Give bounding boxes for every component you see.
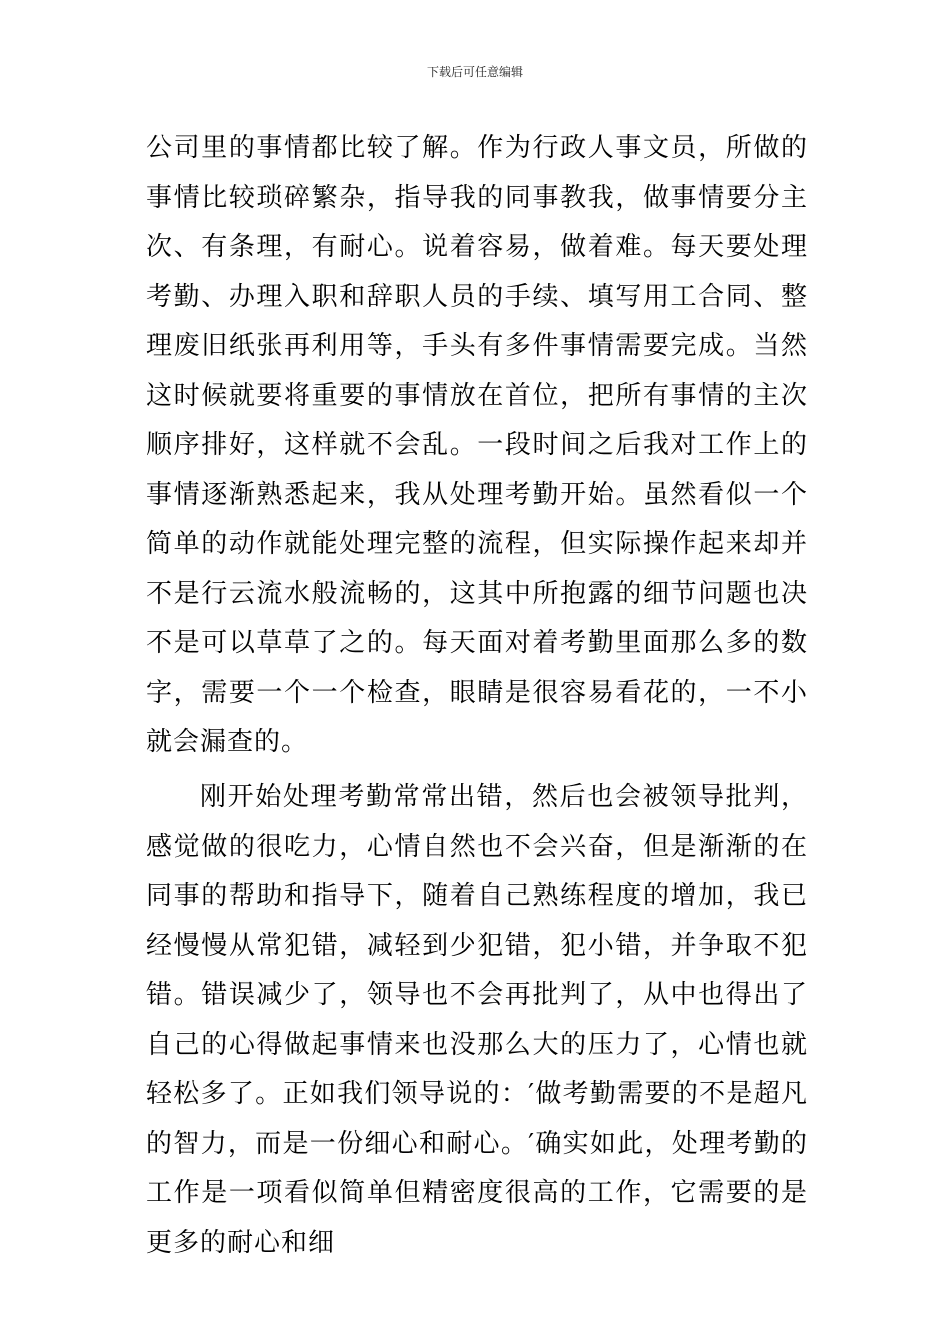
page-header: 下载后可任意编辑 xyxy=(426,65,523,79)
paragraph-1: 公司里的事情都比较了解。作为行政人事文员，所做的事情比较琐碎繁杂，指导我的同事教我，做事情要分主次、有条理，有耐心。说着容易，做着难。每天要处理考勤、办理入职和辞职人员的手续、填写用工合同、整理废旧纸张再利用等，手头有多件事情需要完成。当然这时候就要将重要的事情放在首位，把所有事情的主次顺序排好，这样就不会乱。一段时间之后我对工作上的事情逐渐熟悉起来，我从处理考勤开始。虽然看似一个简单的动作就能处理完整的流程，但实际操作起来却并不是行云流水般流畅的，这其中所抱露的细节问题也决不是可以草草了之的。每天面对着考勤里面那么多的数字，需要一个一个检查，眼睛是很容易看花的，一不小就会漏查的。 xyxy=(146,133,808,757)
paragraph-2: 刚开始处理考勤常常出错，然后也会被领导批判，感觉做的很吃力，心情自然也不会兴奋，但是渐渐的在同事的帮助和指导下，随着自己熟练程度的增加，我已经慢慢从常犯错，减轻到少犯错，犯小错，并争取不犯错。错误减少了，领导也不会再批判了，从中也得出了自己的心得做起事情来也没那么大的压力了，心情也就轻松多了。正如我们领导说的：′做考勤需要的不是超凡的智力，而是一份细心和耐心。′确实如此，处理考勤的工作是一项看似简单但精密度很高的工作，它需要的是更多的耐心和细 xyxy=(146,782,808,1258)
